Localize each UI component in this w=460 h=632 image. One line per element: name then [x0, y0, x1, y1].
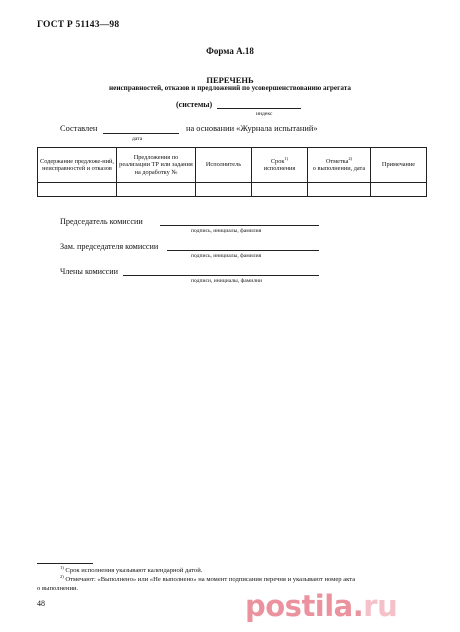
footnote-1-mark: 1) — [60, 564, 64, 570]
deadline-word: Срок — [270, 157, 285, 165]
watermark-name: postila — [245, 589, 353, 623]
vice-chairman-caption: подпись, инициалы, фамилия — [191, 253, 262, 259]
members-signature-line — [123, 275, 319, 276]
form-title: Форма А.18 — [206, 46, 254, 56]
footnote-ref-1: 1) — [284, 155, 289, 161]
table-cell[interactable] — [38, 183, 117, 197]
table-cell[interactable] — [252, 183, 308, 197]
document-title: ПЕРЕЧЕНЬ — [206, 75, 254, 85]
table-cell[interactable] — [117, 183, 196, 197]
footnote-2 — [60, 573, 356, 583]
chairman-caption: подпись, инициалы, фамилия — [191, 228, 262, 234]
watermark-tld: ru — [363, 589, 398, 623]
index-caption: индекс — [256, 111, 273, 117]
table-cell[interactable] — [371, 183, 427, 197]
date-caption: дата — [132, 136, 143, 142]
system-index-line — [217, 108, 301, 109]
document-subtitle: неисправностей, отказов и предложений по усовершенствованию агрегата — [109, 84, 351, 92]
col-header-note: Примечание — [371, 148, 427, 183]
watermark-dot: . — [352, 589, 364, 623]
watermark-logo — [245, 588, 455, 624]
vice-chairman-label: Зам. председателя комиссии — [60, 242, 159, 251]
footnote-1 — [60, 564, 203, 574]
basis-text: на основании «Журнала испытаний» — [186, 124, 318, 133]
col-header-deadline — [252, 148, 308, 183]
chairman-label: Председатель комиссии — [60, 217, 143, 226]
compiled-date-line — [103, 133, 179, 134]
deadline-sub: исполнения — [263, 165, 296, 172]
footnote-2-mark: 2) — [60, 573, 64, 579]
footnote-2-continuation: о выполнении. — [37, 585, 79, 592]
footnote-separator — [37, 563, 93, 564]
members-caption: подписи, инициалы, фамилии — [191, 278, 263, 284]
defects-table — [37, 147, 427, 197]
footnote-ref-2: 2) — [348, 155, 353, 161]
completion-sub: о выполнении, дата — [312, 165, 366, 172]
col-header-completion — [308, 148, 371, 183]
footnote-1-text: Срок исполнения указывают календарной датой. — [65, 567, 203, 574]
members-label: Члены комиссии — [60, 267, 119, 276]
system-label: (системы) — [176, 100, 213, 109]
page-number: 48 — [37, 599, 45, 608]
compiled-label: Составлен — [60, 124, 98, 133]
table-cell[interactable] — [308, 183, 371, 197]
table-cell[interactable] — [196, 183, 252, 197]
table-header-row — [38, 148, 427, 183]
col-header-content: Содержание предложе-ний, неисправностей и отказов — [38, 148, 117, 183]
table-row — [38, 183, 427, 197]
footnote-2-text: Отмечают: «Выполнено» или «Не выполнено» на момент подписания перечня и указывают номер акта — [65, 576, 356, 583]
vice-chairman-signature-line — [167, 250, 319, 251]
completion-word: Отметка — [325, 157, 349, 165]
document-header: ГОСТ Р 51143—98 — [37, 20, 120, 30]
col-header-proposals: Предложения по реализации ТР или задания на доработку № — [117, 148, 196, 183]
chairman-signature-line — [160, 225, 319, 226]
col-header-executor: Исполнитель — [196, 148, 252, 183]
